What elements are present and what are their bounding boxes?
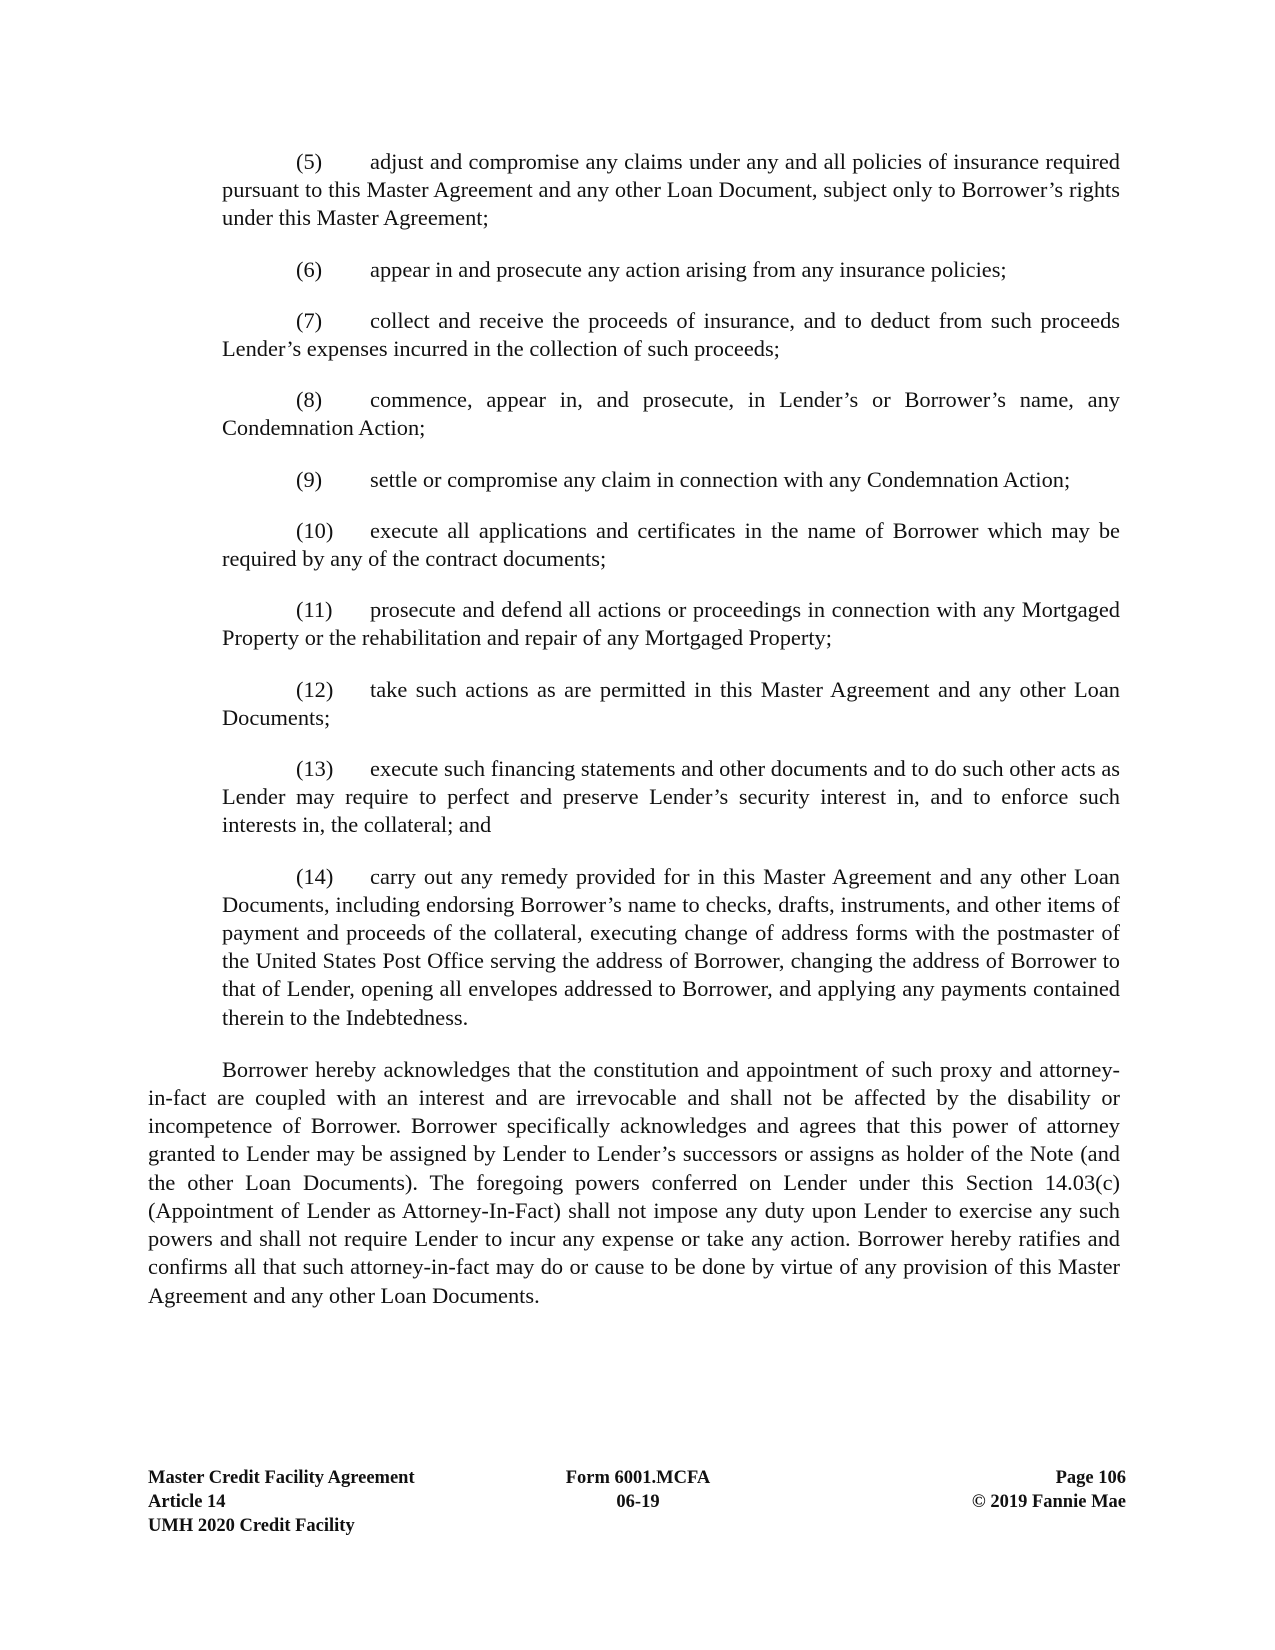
item-text: appear in and prosecute any action arising from any insurance policies; [370,256,1007,282]
list-item [222,307,1120,363]
list-item [222,755,1120,840]
item-number: (13) [296,756,334,782]
item-number: (10) [296,517,334,543]
item-text: adjust and compromise any claims under any and all policies of insurance required pursuant to this Master Agreement and any other Loan Document, subject only to Borrower’s rights under this Master Agreement; [222,149,1120,231]
footer-copyright: © 2019 Fannie Mae [971,1492,1126,1512]
footer-center [528,1466,748,1514]
footer-right [866,1466,1126,1514]
footer-document-title: Master Credit Facility Agreement [148,1468,415,1488]
list-item [222,596,1120,652]
list-item [222,466,1120,494]
list-item [222,148,1120,233]
list-item [222,256,1120,284]
item-text: prosecute and defend all actions or proceedings in connection with any Mortgaged Property or the rehabilitation and repair of any Mortgaged Property; [222,597,1120,651]
closing-paragraph: Borrower hereby acknowledges that the constitution and appointment of such proxy and attorney-in-fact are coupled with an interest and are irrevocable and shall not be affected by the disability or incompetence of Borrower. Borrower specifically acknowledges and agrees that this power of attorney granted to Lender may be assigned by Lender to Lender’s successors or assigns as holder of the Note (and the other Loan Documents). The foregoing powers conferred on Lender under this Section 14.03(c) (Appointment of Lender as Attorney-In-Fact) shall not impose any duty upon Lender to exercise any such powers and shall not require Lender to incur any expense or take any action. Borrower hereby ratifies and confirms all that such attorney-in-fact may do or cause to be done by virtue of any provision of this Master Agreement and any other Loan Documents. [148,1056,1120,1308]
item-text: execute all applications and certificates in the name of Borrower which may be required by any of the contract documents; [222,517,1120,572]
footer-facility-name: UMH 2020 Credit Facility [148,1516,355,1536]
list-item [222,386,1120,442]
item-number: (14) [296,863,334,889]
list-item [222,676,1120,732]
item-number: (8) [296,387,323,413]
list-item [222,863,1120,1032]
item-text: carry out any remedy provided for in this Master Agreement and any other Loan Documents, including endorsing Borrower’s name to checks, drafts, instruments, and other items of payment and proceeds of the collateral, executing change of address forms with the postmaster of the United States Post Office serving the address of Borrower, changing the address of Borrower to that of Lender, opening all envelopes addressed to Borrower, and applying any payments contained therein to the Indebtedness. [222,863,1120,1030]
item-number: (9) [296,466,323,492]
item-number: (11) [296,597,333,623]
footer-article: Article 14 [148,1492,226,1512]
footer-form-date: 06-19 [616,1492,660,1512]
item-number: (5) [296,149,323,174]
item-number: (6) [296,256,323,282]
item-number: (7) [296,307,323,333]
footer-form-number: Form 6001.MCFA [565,1468,711,1488]
item-text: execute such financing statements and other documents and to do such other acts as Lender may require to perfect and preserve Lender’s security interest in, and to enforce such interests in, the collateral; and [222,756,1120,838]
footer-left [148,1466,508,1538]
item-number: (12) [296,676,334,702]
item-text: collect and receive the proceeds of insurance, and to deduct from such proceeds Lender’s expenses incurred in the collection of such proceeds; [222,307,1120,362]
document-body [148,148,1120,1310]
footer-page-number: Page 106 [1055,1468,1126,1488]
item-text: settle or compromise any claim in connection with any Condemnation Action; [370,466,1071,492]
item-text: commence, appear in, and prosecute, in Lender’s or Borrower’s name, any Condemnation Action; [222,387,1120,441]
item-text: take such actions as are permitted in this Master Agreement and any other Loan Documents; [222,676,1120,730]
list-item [222,517,1120,573]
